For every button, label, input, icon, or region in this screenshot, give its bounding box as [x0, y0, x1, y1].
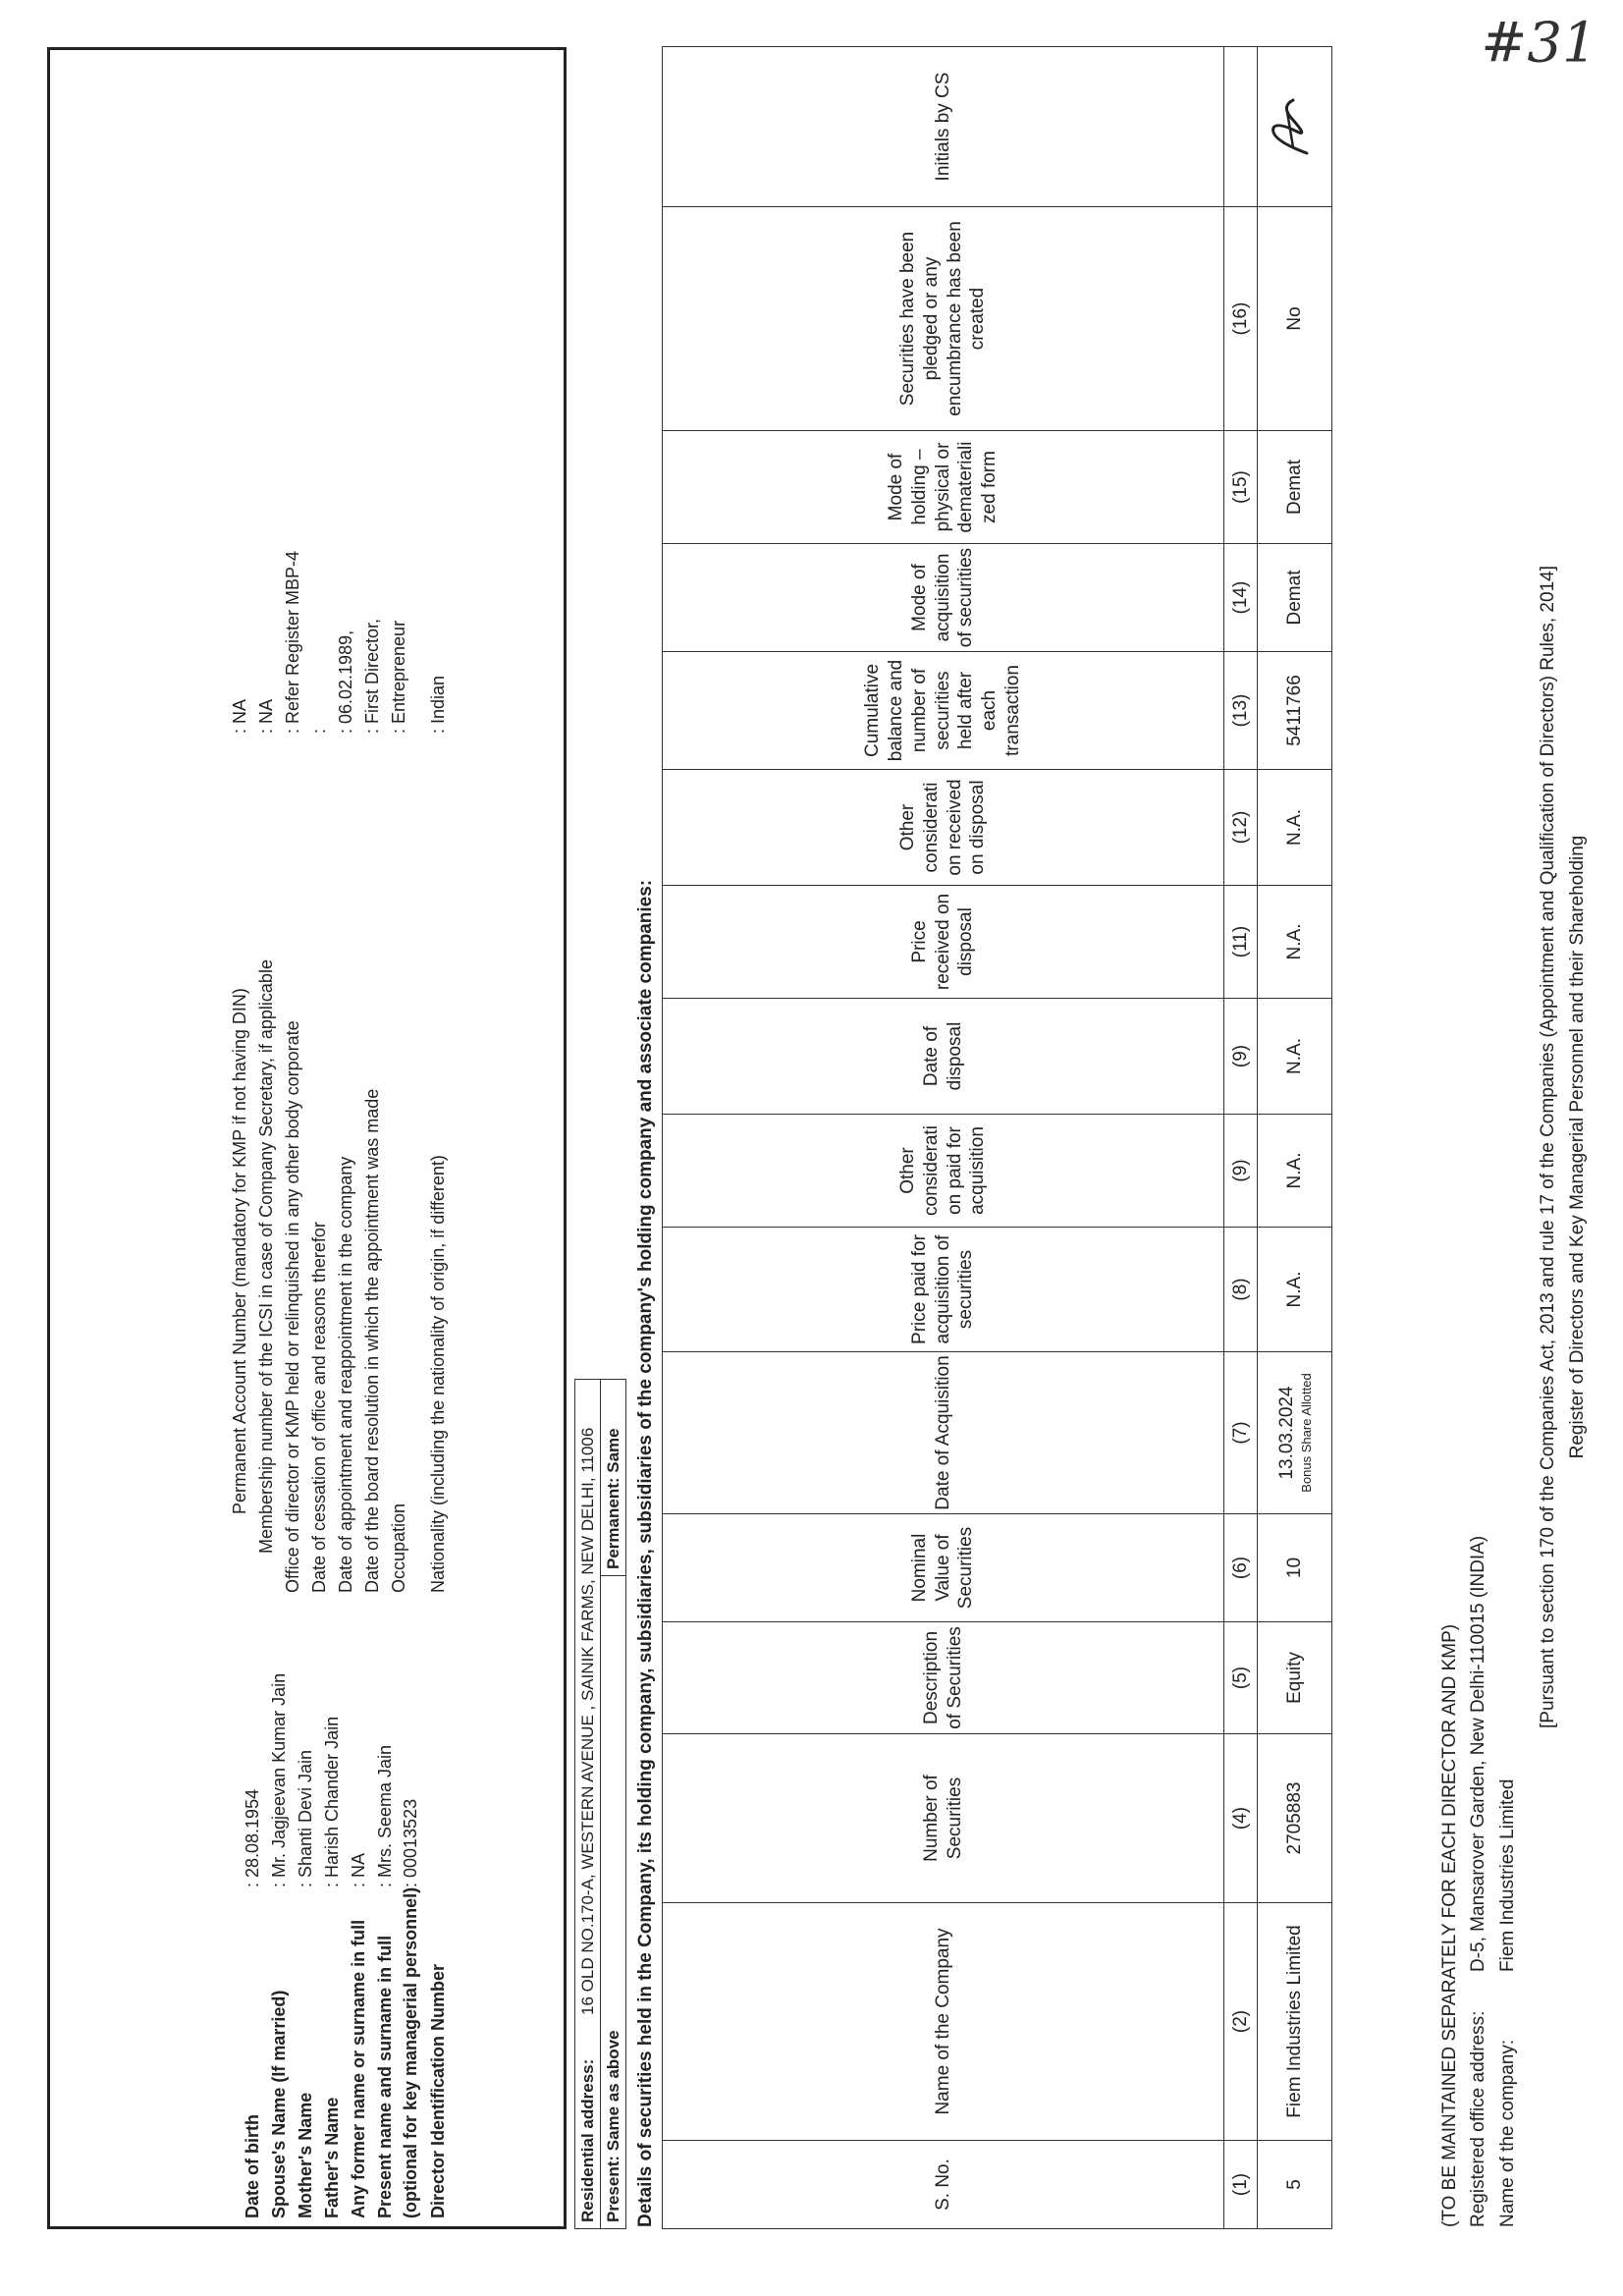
column-number: (13)	[1224, 652, 1258, 770]
column-number: (9)	[1224, 999, 1258, 1115]
column-number: (7)	[1224, 1352, 1258, 1514]
cell-other-received: N.A.	[1258, 770, 1332, 886]
left-field-label: (optional for key managerial personnel)	[401, 1886, 420, 2218]
right-field-value: : Refer Register MBP-4	[283, 550, 302, 734]
company-name-label: Name of the company:	[1497, 2039, 1518, 2227]
right-field-value: :	[309, 728, 329, 734]
column-header: Name of the Company	[663, 1903, 1224, 2141]
securities-header-row	[663, 47, 1224, 2229]
column-header: Date of disposal	[663, 999, 1224, 1115]
left-field-label: Director Identification Number	[428, 1963, 448, 2218]
cell-nominal: 10	[1258, 1514, 1332, 1622]
cell-price-paid: N.A.	[1258, 1228, 1332, 1352]
maintain-note: (TO BE MAINTAINED SEPARATELY FOR EACH DIRECTOR AND KMP)	[1439, 1623, 1460, 2227]
cell-mode-acquisition: Demat	[1258, 544, 1332, 652]
document-subtitle: [Pursuant to section 170 of the Companies Act, 2013 and rule 17 of the Companies (Appointment and Qualification of Directors) Rules, 2014]	[1538, 566, 1558, 1728]
right-field-value: : 06.02.1989,	[336, 629, 355, 734]
column-header: Cumulative balance and number of securities held after each transaction	[663, 652, 1224, 770]
column-number: (12)	[1224, 770, 1258, 886]
column-header: Securities have been pledged or any encumbrance has been created	[663, 207, 1224, 431]
column-header: Other considerati on paid for acquisition	[663, 1115, 1224, 1228]
column-header: Date of Acquisition	[663, 1352, 1224, 1514]
column-number: (9)	[1224, 1115, 1258, 1228]
right-field-label: Office of director or KMP held or relinquished in any other body corporate	[283, 1020, 302, 1593]
column-header: Price paid for acquisition of securities	[663, 1228, 1224, 1352]
column-number: (1)	[1224, 2141, 1258, 2229]
right-field-value: : Entrepreneur	[389, 620, 408, 734]
column-header: Mode of acquisition of securities	[663, 544, 1224, 652]
column-header: Description of Securities	[663, 1622, 1224, 1734]
table-row	[1258, 47, 1332, 2229]
column-number: (2)	[1224, 1903, 1258, 2141]
cell-price-received: N.A.	[1258, 886, 1332, 999]
column-header: Other considerati on received on disposal	[663, 770, 1224, 886]
director-info-box	[47, 47, 567, 2229]
cell-other-paid: N.A.	[1258, 1115, 1332, 1228]
cell-pledged: No	[1258, 207, 1332, 431]
left-field-value: : Shanti Devi Jain	[296, 1749, 315, 1887]
left-field-label: Any former name or surname in full	[349, 1919, 368, 2218]
cell-number: 2705883	[1258, 1734, 1332, 1903]
date-acquisition-note: Bonus Share Allotted	[1298, 1373, 1314, 1493]
cell-date-acquisition	[1258, 1352, 1332, 1514]
securities-table	[662, 46, 1332, 2229]
registered-office: D-5, Mansarover Garden, New Delhi-110015 (INDIA)	[1468, 1535, 1488, 1972]
securities-number-row	[1224, 47, 1258, 2229]
residential-address-row	[575, 1380, 601, 2229]
cell-initials	[1258, 47, 1332, 207]
column-number: (5)	[1224, 1622, 1258, 1734]
column-header: Nominal Value of Securities	[663, 1514, 1224, 1622]
left-field-value: : Harish Chander Jain	[322, 1716, 342, 1887]
column-header: Price received on disposal	[663, 886, 1224, 999]
left-field-label: Date of birth	[243, 2114, 262, 2218]
column-header: S. No.	[663, 2141, 1224, 2229]
column-number: (4)	[1224, 1734, 1258, 1903]
right-field-value: : NA	[230, 698, 249, 734]
date-acquisition-value: 13.03.2024	[1275, 1386, 1297, 1480]
right-field-label: Nationality (including the nationality of origin, if different)	[428, 1155, 448, 1593]
column-number: (15)	[1224, 431, 1258, 544]
cell-mode-holding: Demat	[1258, 431, 1332, 544]
left-field-label: Spouse's Name (If married)	[269, 1990, 289, 2218]
left-field-value: : 28.08.1954	[243, 1788, 262, 1887]
left-field-value: : NA	[349, 1852, 368, 1887]
left-field-label: Father's Name	[322, 2097, 342, 2218]
right-field-label: Membership number of the ICSI in case of Company Secretary, if applicable	[256, 959, 276, 1554]
cell-sno: 5	[1258, 2141, 1332, 2229]
right-field-label: Occupation	[389, 1503, 408, 1593]
right-field-label: Permanent Account Number (mandatory for KMP if not having DIN)	[230, 988, 249, 1514]
residential-label: Residential address:	[577, 2058, 597, 2222]
page-number-handwritten: #31	[1481, 11, 1597, 76]
registered-office-label: Registered office address:	[1468, 2010, 1488, 2227]
column-header: Mode of holding – physical or demateriali zed form	[663, 431, 1224, 544]
column-header: Number of Securities	[663, 1734, 1224, 1903]
right-field-value: : First Director,	[362, 618, 382, 734]
left-field-value: : 00013523	[401, 1798, 420, 1887]
left-field-value: : Mr. Jagjeevan Kumar Jain	[269, 1672, 289, 1887]
address-table	[574, 1379, 626, 2229]
cell-description: Equity	[1258, 1622, 1332, 1734]
cell-company: Fiem Industries Limited	[1258, 1903, 1332, 2141]
column-number	[1224, 47, 1258, 207]
cs-initials-signature	[1264, 92, 1319, 161]
right-field-label: Date of the board resolution in which the appointment was made	[362, 1088, 382, 1593]
cell-cumulative: 5411766	[1258, 652, 1332, 770]
left-field-label: Present name and surname in full	[375, 1935, 395, 2218]
right-field-label: Date of appointment and reappointment in the company	[336, 1156, 355, 1593]
column-number: (8)	[1224, 1228, 1258, 1352]
column-number: (11)	[1224, 886, 1258, 999]
document-title: Register of Directors and Key Managerial Personnel and their Shareholding	[1567, 835, 1588, 1459]
left-field-value: : Mrs. Seema Jain	[375, 1744, 395, 1887]
column-number: (16)	[1224, 207, 1258, 431]
right-field-label: Date of cessation of office and reasons therefor	[309, 1222, 329, 1593]
present-address: Present: Same as above	[601, 1576, 626, 2229]
column-number: (14)	[1224, 544, 1258, 652]
securities-title: Details of securities held in the Company, its holding company, subsidiaries, subsidiaries of the company's holding company and associate companies:	[635, 879, 656, 2227]
permanent-address: Permanent: Same	[601, 1380, 626, 1576]
residential-address: 16 OLD NO.170-A, WESTERN AVENUE , SAINIK FARMS, NEW DELHI, 11006	[577, 1427, 597, 2015]
right-field-value: : Indian	[428, 675, 448, 734]
right-field-value: : NA	[256, 698, 276, 734]
cell-date-disposal: N.A.	[1258, 999, 1332, 1115]
left-field-label: Mother's Name	[296, 2092, 315, 2218]
column-header: Initials by CS	[663, 47, 1224, 207]
column-number: (6)	[1224, 1514, 1258, 1622]
company-name: Fiem Industries Limited	[1497, 1778, 1518, 1972]
